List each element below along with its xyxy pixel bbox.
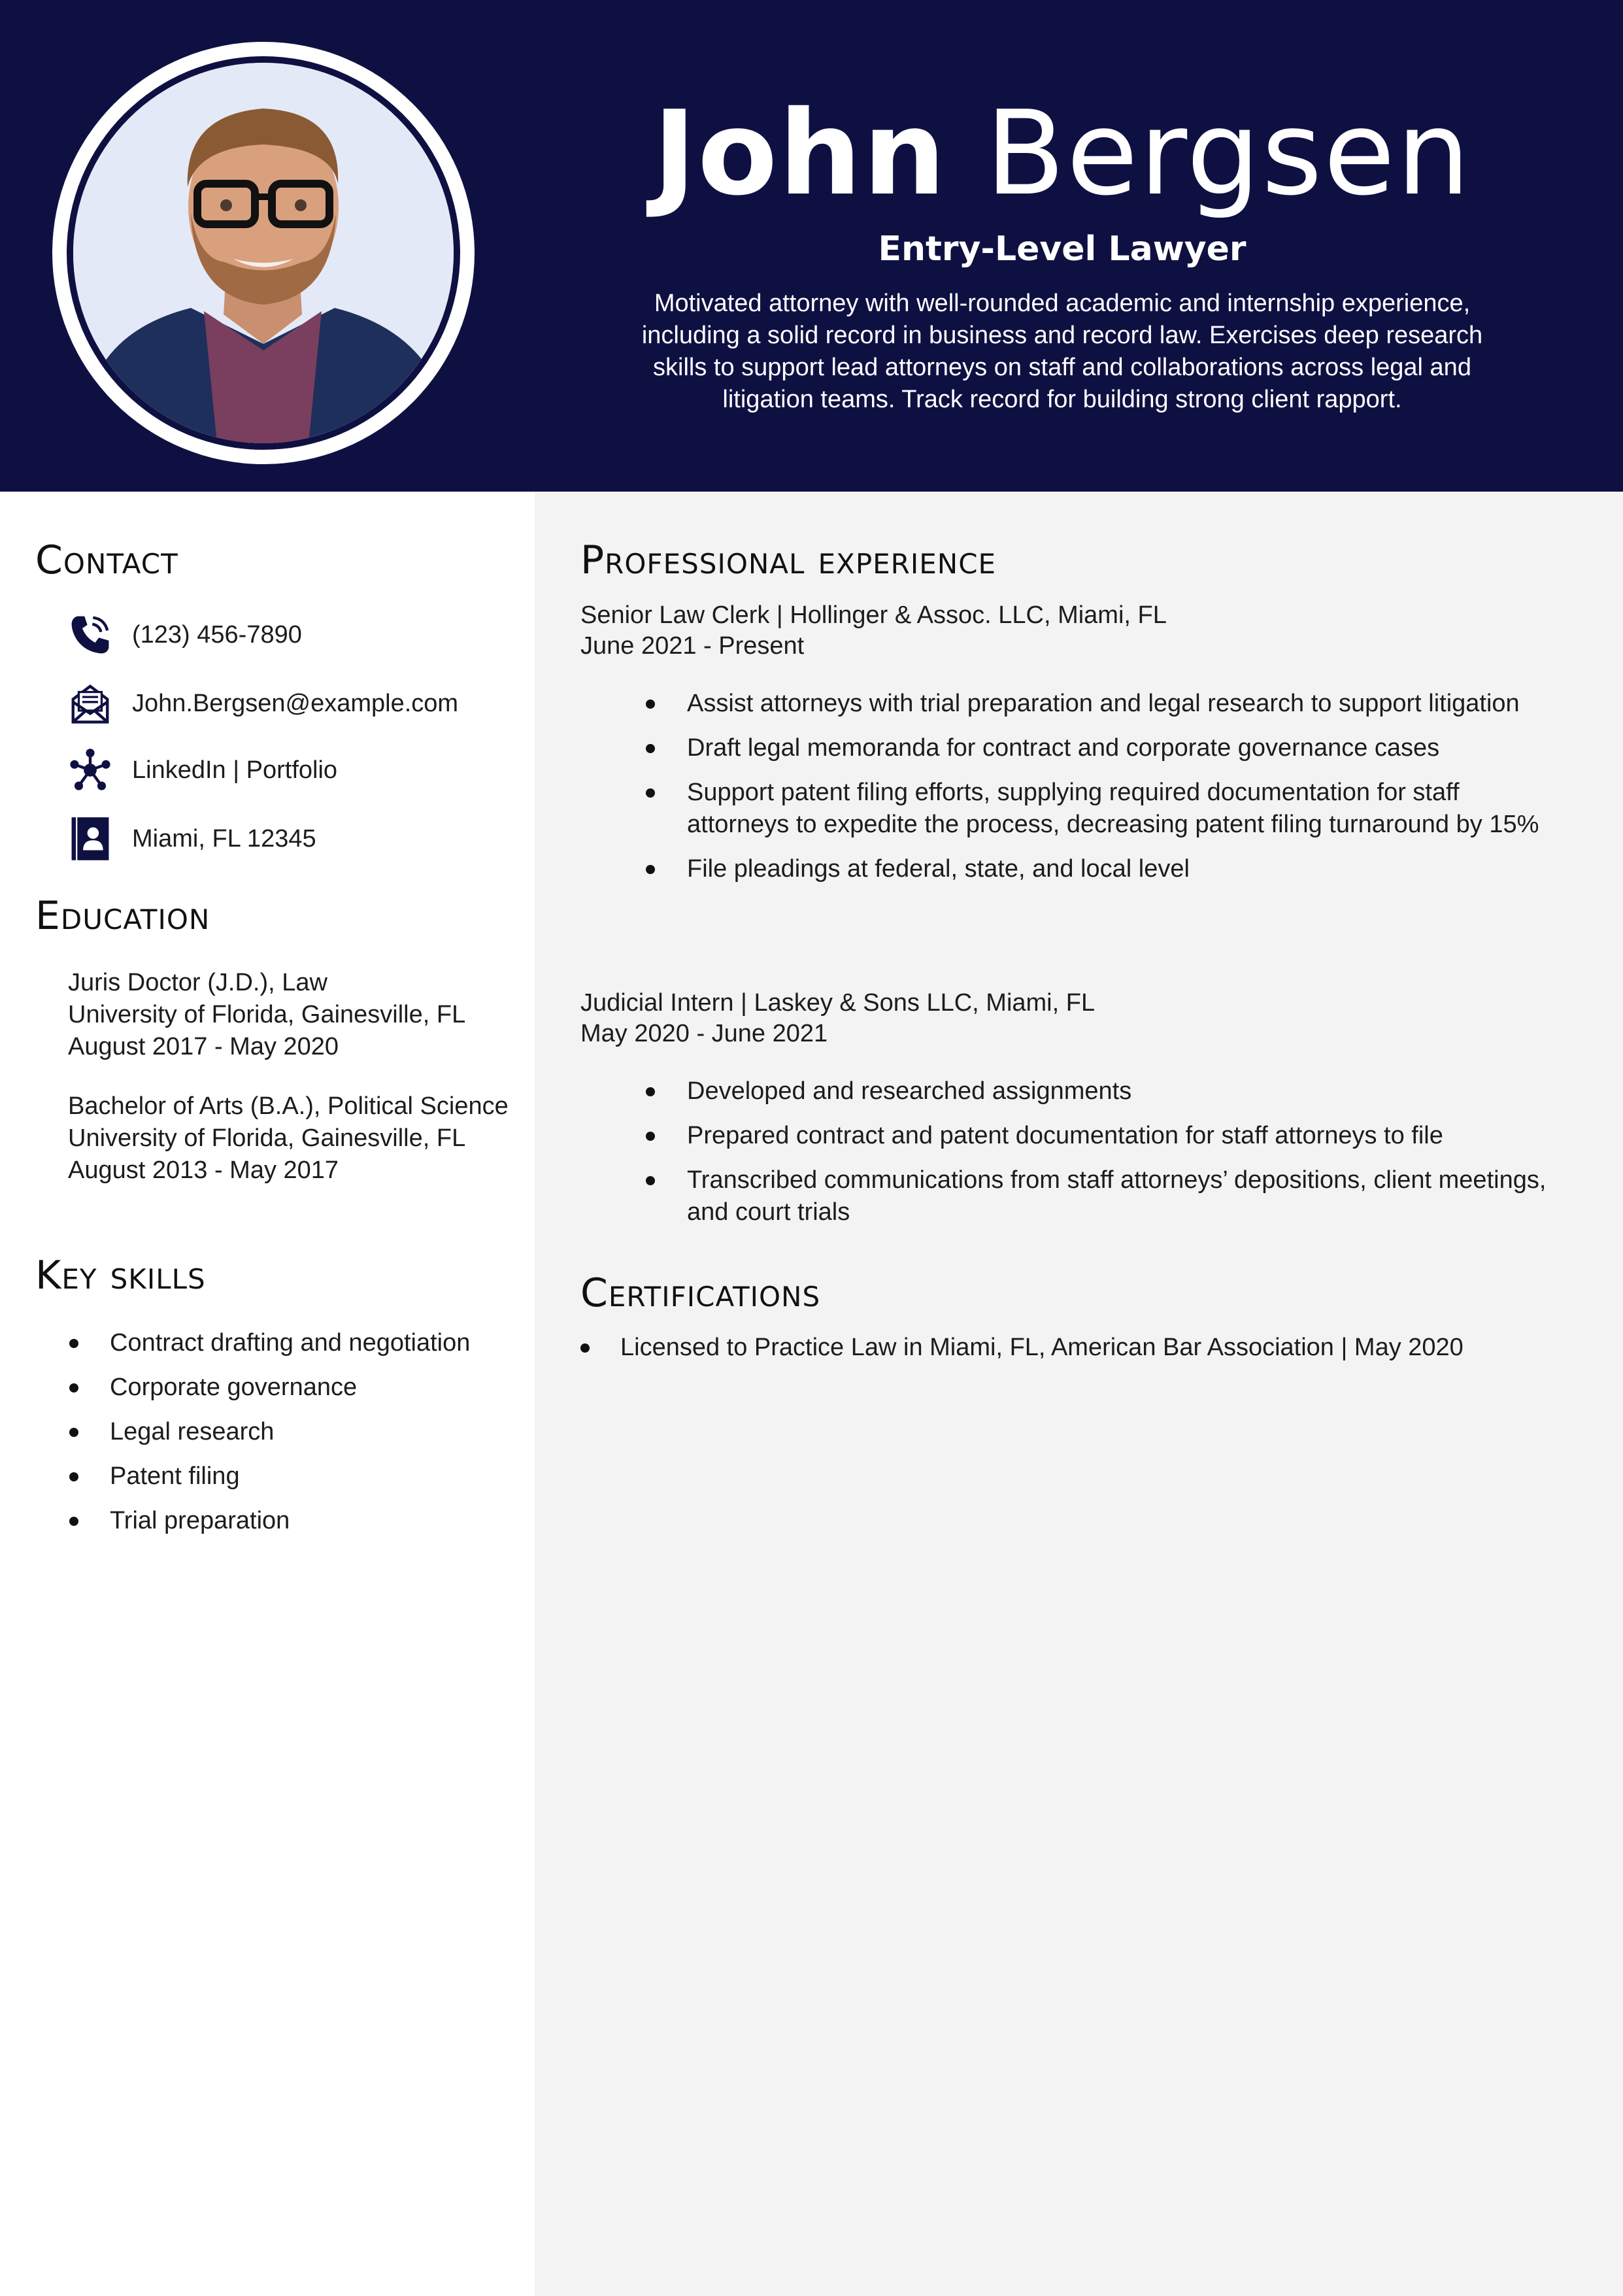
list-item: Support patent filing efforts, supplying required documentation for staff attorneys to expedite the process, decreasing patent filing turnaround by 15% xyxy=(580,777,1567,841)
education-dates: August 2017 - May 2020 xyxy=(68,1033,339,1060)
skills-heading: Key skills xyxy=(35,1253,206,1298)
list-item: Contract drafting and negotiation xyxy=(69,1327,527,1372)
email-icon xyxy=(65,679,115,728)
education-heading: Education xyxy=(35,893,210,939)
address-book-icon xyxy=(65,814,115,864)
network-icon xyxy=(65,745,115,795)
candidate-name xyxy=(575,88,1549,219)
phone-number[interactable]: (123) 456-7890 xyxy=(132,621,302,649)
profile-summary: Motivated attorney with well-rounded academic and internship experience, including a solid record in business and record law. Exercises deep research skills to support lead attorneys on staff and collaborations across legal and litigation teams. Track record for building strong client rapport. xyxy=(641,290,1483,413)
header-banner xyxy=(0,0,1623,492)
last-name: Bergsen xyxy=(985,86,1472,221)
education-dates: August 2013 - May 2017 xyxy=(68,1156,339,1184)
education-degree: Juris Doctor (J.D.), Law xyxy=(68,969,327,996)
job-dates: May 2020 - June 2021 xyxy=(580,1020,828,1047)
education-degree: Bachelor of Arts (B.A.), Political Science xyxy=(68,1092,509,1120)
list-item: Trial preparation xyxy=(69,1505,527,1549)
education-school: University of Florida, Gainesville, FL xyxy=(68,1124,466,1152)
profile-photo xyxy=(73,63,454,443)
certifications-heading: Certifications xyxy=(580,1270,821,1316)
education-entry xyxy=(68,1090,512,1187)
job-header xyxy=(580,988,1095,1049)
job-role: Judicial Intern | Laskey & Sons LLC, Miami, FL xyxy=(580,989,1096,1017)
education-entry xyxy=(68,967,512,1063)
job-header xyxy=(580,600,1167,662)
list-item: Developed and researched assignments xyxy=(580,1075,1567,1107)
list-item: Assist attorneys with trial preparation and legal research to support litigation xyxy=(580,688,1567,720)
profile-photo-frame xyxy=(52,42,475,464)
list-item: File pleadings at federal, state, and local level xyxy=(580,853,1567,885)
list-item: Licensed to Practice Law in Miami, FL, American Bar Association | May 2020 xyxy=(580,1332,1600,1364)
education-school: University of Florida, Gainesville, FL xyxy=(68,1001,466,1028)
list-item: Transcribed communications from staff attorneys’ depositions, client meetings, and court trials xyxy=(580,1164,1567,1228)
location: Miami, FL 12345 xyxy=(132,825,316,853)
first-name: John xyxy=(652,86,947,221)
contact-heading: Contact xyxy=(35,537,178,583)
list-item: Legal research xyxy=(69,1416,527,1460)
list-item: Draft legal memoranda for contract and corporate governance cases xyxy=(580,732,1567,764)
contact-address xyxy=(65,814,316,864)
list-item: Prepared contract and patent documentation for staff attorneys to file xyxy=(580,1120,1567,1152)
profile-links[interactable]: LinkedIn | Portfolio xyxy=(132,756,338,784)
certifications-list xyxy=(580,1332,1600,1364)
job-role: Senior Law Clerk | Hollinger & Assoc. LLC, Miami, FL xyxy=(580,601,1167,629)
skills-list xyxy=(69,1327,527,1549)
job-dates: June 2021 - Present xyxy=(580,632,805,660)
profile-photo-illustration xyxy=(73,63,454,443)
phone-icon xyxy=(65,610,115,660)
email-address[interactable]: John.Bergsen@example.com xyxy=(132,690,459,717)
list-item: Corporate governance xyxy=(69,1372,527,1416)
experience-heading: Professional experience xyxy=(580,537,997,583)
job-bullets xyxy=(580,688,1567,898)
job-title: Entry-Level Lawyer xyxy=(878,229,1247,269)
contact-phone xyxy=(65,610,302,660)
contact-email xyxy=(65,679,458,728)
job-bullets xyxy=(580,1075,1567,1241)
contact-links xyxy=(65,745,337,795)
list-item: Patent filing xyxy=(69,1460,527,1505)
